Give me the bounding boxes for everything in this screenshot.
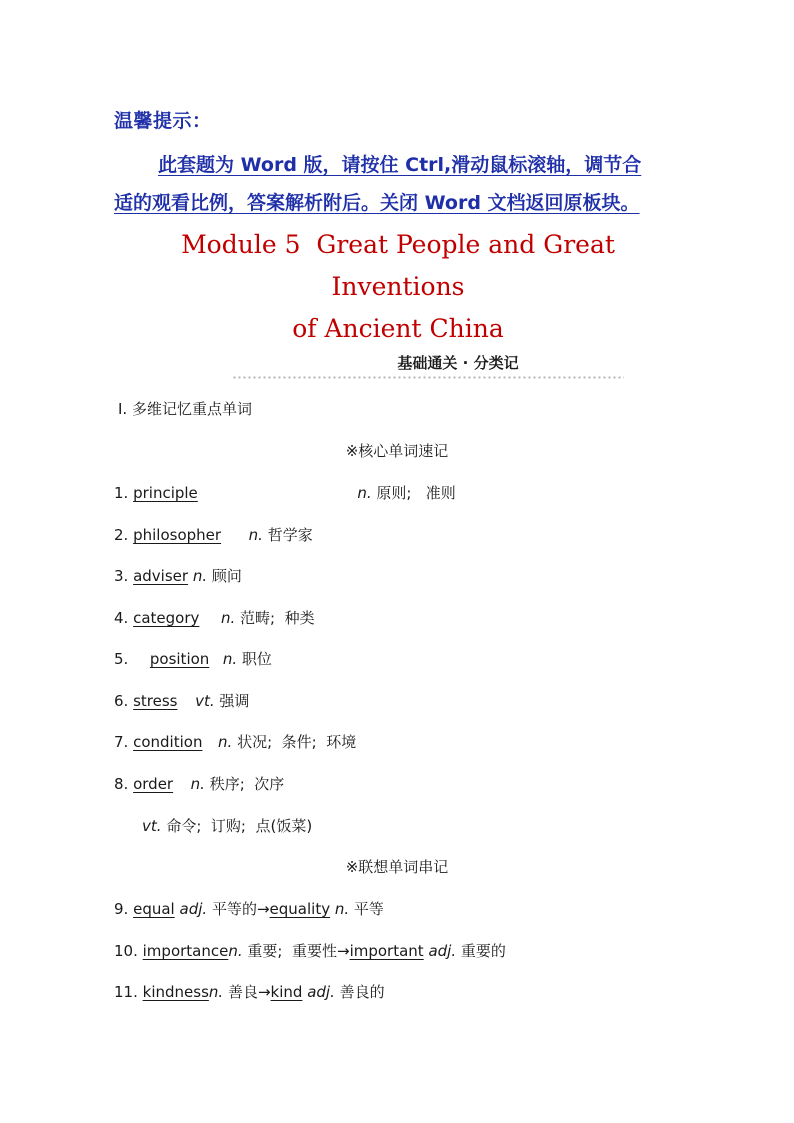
associated-words-heading: ※联想单词串记 — [345, 858, 449, 876]
item-number: 4. — [114, 609, 129, 627]
related-part-of-speech: adj. — [428, 942, 457, 960]
part-of-speech: vt. — [142, 817, 162, 835]
meaning: 顾问 — [211, 567, 242, 585]
vocab-word: position — [149, 650, 210, 668]
item-number: 8. — [114, 775, 129, 793]
arrow-icon: → — [256, 900, 270, 918]
part-of-speech: adj. — [179, 900, 208, 918]
meaning: 重要; 重要性 — [247, 942, 337, 960]
item-number: 9. — [114, 900, 129, 918]
meaning: 善良 — [227, 983, 258, 1001]
title-line-3: of Ancient China — [292, 314, 504, 343]
meaning: 原则; 准则 — [376, 484, 456, 502]
vocab-item-4 — [114, 607, 315, 628]
vocab-item-8-alt — [142, 815, 312, 836]
part-of-speech: n. — [222, 650, 238, 668]
vocab-item-8 — [114, 773, 284, 794]
part-of-speech: vt. — [195, 692, 215, 710]
item-number: 11. — [114, 983, 138, 1001]
item-number: 3. — [114, 567, 129, 585]
vocab-word: principle — [133, 484, 198, 502]
meaning: 范畴; 种类 — [240, 609, 315, 627]
section-label: 基础通关 · 分类记 — [397, 354, 519, 372]
tip-body — [114, 146, 694, 222]
arrow-icon: → — [337, 942, 350, 960]
related-meaning: 重要的 — [460, 942, 506, 960]
item-number: 6. — [114, 692, 129, 710]
part-of-speech: n. — [220, 609, 236, 627]
item-number: 7. — [114, 733, 129, 751]
title-line-2: Inventions — [331, 272, 465, 301]
item-number: 2. — [114, 526, 129, 544]
vocab-word: condition — [133, 733, 203, 751]
part-of-speech: n. — [190, 775, 205, 793]
item-number: 1. — [114, 484, 129, 502]
module-title — [114, 224, 682, 350]
item-number: 10. — [114, 942, 138, 960]
related-part-of-speech: adj. — [307, 983, 335, 1001]
vocab-item-5 — [114, 648, 272, 669]
related-part-of-speech: n. — [334, 900, 350, 918]
meaning: 秩序; 次序 — [209, 775, 285, 793]
vocab-word: kindness — [142, 983, 209, 1001]
meaning: 职位 — [241, 650, 272, 668]
title-line-1: Module 5 Great People and Great — [181, 230, 615, 259]
arrow-icon: → — [257, 983, 271, 1001]
vocab-item-2 — [114, 524, 313, 545]
vocab-word: category — [133, 609, 200, 627]
related-word: kind — [270, 983, 303, 1001]
part-heading: Ⅰ. 多维记忆重点单词 — [118, 400, 252, 418]
tip-heading: 温馨提示： — [114, 110, 212, 132]
meaning: 强调 — [219, 692, 250, 710]
core-words-heading: ※核心单词速记 — [345, 442, 449, 460]
vocab-word: adviser — [133, 567, 189, 585]
vocab-item-9 — [114, 898, 384, 919]
related-word: equality — [269, 900, 331, 918]
vocab-word: order — [133, 775, 174, 793]
vocab-item-1 — [114, 482, 456, 503]
vocab-word: equal — [133, 900, 175, 918]
meaning: 状况; 条件; 环境 — [237, 733, 357, 751]
tip-line-1: 此套题为 Word 版，请按住 Ctrl,滑动鼠标滚轴，调节合 — [158, 154, 642, 176]
related-word: important — [349, 942, 424, 960]
related-meaning: 平等 — [353, 900, 384, 918]
meaning: 哲学家 — [267, 526, 313, 544]
vocab-item-6 — [114, 690, 249, 711]
part-of-speech: n. — [357, 484, 372, 502]
part-of-speech: n. — [248, 526, 263, 544]
vocab-item-7 — [114, 731, 356, 752]
section-banner — [232, 352, 624, 373]
dotted-divider — [232, 376, 624, 379]
meaning: 命令; 订购; 点(饭菜) — [166, 817, 313, 835]
vocab-word: stress — [133, 692, 178, 710]
part-of-speech: n. — [228, 942, 243, 960]
vocab-item-10 — [114, 940, 506, 961]
vocab-word: importance — [142, 942, 229, 960]
tip-line-2: 适的观看比例，答案解析附后。关闭 Word 文档返回原板块。 — [114, 192, 640, 214]
vocab-item-3 — [114, 565, 242, 586]
item-number: 5. — [114, 650, 129, 668]
meaning: 平等的 — [211, 900, 257, 918]
part-of-speech: n. — [192, 567, 208, 585]
vocab-word: philosopher — [133, 526, 222, 544]
part-of-speech: n. — [208, 983, 224, 1001]
vocab-item-11 — [114, 981, 385, 1002]
related-meaning: 善良的 — [339, 983, 385, 1001]
part-of-speech: n. — [218, 733, 233, 751]
